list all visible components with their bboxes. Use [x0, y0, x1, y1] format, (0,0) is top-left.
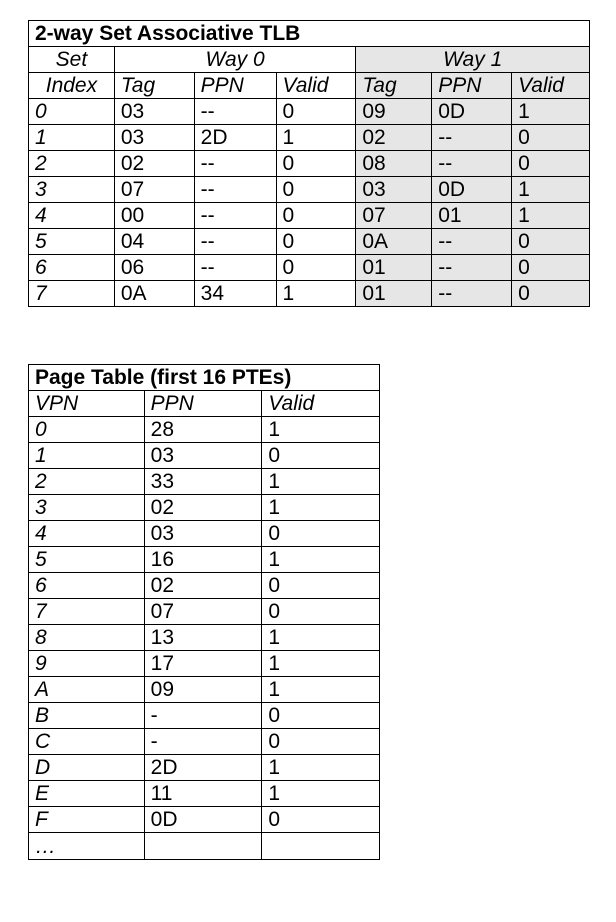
way1-tag: 03 — [356, 177, 432, 203]
pt-vpn: F — [29, 807, 145, 833]
page-table-row — [29, 547, 380, 573]
way1-header: Way 1 — [356, 47, 590, 73]
pt-valid: 1 — [262, 651, 380, 677]
page-table-row — [29, 625, 380, 651]
index-header: Index — [29, 73, 115, 99]
way0-valid: 0 — [276, 177, 356, 203]
way1-ppn: -- — [432, 125, 512, 151]
pt-vpn: 5 — [29, 547, 145, 573]
pt-vpn: 7 — [29, 599, 145, 625]
way0-valid: 0 — [276, 151, 356, 177]
tlb-set-index: 0 — [29, 99, 115, 125]
way0-ppn: -- — [194, 151, 276, 177]
pt-ppn: 11 — [144, 781, 262, 807]
way1-valid: 1 — [512, 177, 590, 203]
way1-ppn: -- — [432, 281, 512, 307]
pt-vpn: 6 — [29, 573, 145, 599]
pt-ellipsis: … — [29, 833, 145, 860]
pt-valid: 0 — [262, 521, 380, 547]
way0-valid: 0 — [276, 99, 356, 125]
pt-ppn: 03 — [144, 443, 262, 469]
page-table-row — [29, 469, 380, 495]
way0-ppn: 34 — [194, 281, 276, 307]
way1-tag: 02 — [356, 125, 432, 151]
pt-valid: 1 — [262, 547, 380, 573]
way1-ppn: 0D — [432, 177, 512, 203]
page-table-row — [29, 443, 380, 469]
pt-ppn: 33 — [144, 469, 262, 495]
pt-valid: 1 — [262, 781, 380, 807]
tlb-table — [28, 20, 590, 307]
way1-tag: 09 — [356, 99, 432, 125]
tlb-title: 2-way Set Associative TLB — [29, 21, 590, 47]
way0-valid: 1 — [276, 281, 356, 307]
tlb-row — [29, 281, 590, 307]
way0-valid-header: Valid — [276, 73, 356, 99]
way0-valid: 0 — [276, 255, 356, 281]
page-table-row — [29, 573, 380, 599]
way1-valid: 0 — [512, 125, 590, 151]
tlb-set-index: 1 — [29, 125, 115, 151]
tlb-row — [29, 229, 590, 255]
way0-tag: 04 — [114, 229, 194, 255]
way1-tag: 08 — [356, 151, 432, 177]
page-table-row — [29, 417, 380, 443]
pt-vpn: 4 — [29, 521, 145, 547]
pt-vpn: C — [29, 729, 145, 755]
page-table — [28, 364, 380, 860]
way1-ppn: -- — [432, 151, 512, 177]
pt-ppn: 28 — [144, 417, 262, 443]
way0-ppn: -- — [194, 99, 276, 125]
page-table-row — [29, 651, 380, 677]
pt-valid: 1 — [262, 625, 380, 651]
way1-ppn: -- — [432, 229, 512, 255]
pt-valid-header: Valid — [262, 391, 380, 417]
tlb-set-index: 4 — [29, 203, 115, 229]
page-table-ellipsis-row — [29, 833, 380, 860]
tlb-set-index: 7 — [29, 281, 115, 307]
way1-valid: 0 — [512, 229, 590, 255]
page-table-row — [29, 729, 380, 755]
pt-empty-cell — [144, 833, 262, 860]
way1-tag: 0A — [356, 229, 432, 255]
pt-ppn: 07 — [144, 599, 262, 625]
way1-valid-header: Valid — [512, 73, 590, 99]
tlb-row — [29, 151, 590, 177]
pt-valid: 0 — [262, 443, 380, 469]
pt-ppn: 13 — [144, 625, 262, 651]
pt-vpn: A — [29, 677, 145, 703]
pt-ppn: 03 — [144, 521, 262, 547]
way0-valid: 1 — [276, 125, 356, 151]
pt-valid: 0 — [262, 599, 380, 625]
pt-ppn: 09 — [144, 677, 262, 703]
pt-ppn-header: PPN — [144, 391, 262, 417]
vpn-header: VPN — [29, 391, 145, 417]
pt-valid: 1 — [262, 495, 380, 521]
tlb-set-index: 6 — [29, 255, 115, 281]
way0-tag: 07 — [114, 177, 194, 203]
pt-ppn: 02 — [144, 573, 262, 599]
pt-valid: 1 — [262, 755, 380, 781]
page-table-row — [29, 495, 380, 521]
way1-valid: 0 — [512, 255, 590, 281]
pt-vpn: 0 — [29, 417, 145, 443]
pt-valid: 0 — [262, 807, 380, 833]
tlb-set-index: 5 — [29, 229, 115, 255]
way0-ppn: -- — [194, 255, 276, 281]
page-table-row — [29, 807, 380, 833]
pt-ppn: 0D — [144, 807, 262, 833]
pt-valid: 1 — [262, 469, 380, 495]
way0-ppn: -- — [194, 229, 276, 255]
tlb-row — [29, 255, 590, 281]
way1-ppn: 01 — [432, 203, 512, 229]
pt-vpn: E — [29, 781, 145, 807]
pt-ppn: - — [144, 703, 262, 729]
pt-vpn: 3 — [29, 495, 145, 521]
tlb-row — [29, 203, 590, 229]
page-table-title: Page Table (first 16 PTEs) — [29, 365, 380, 391]
page-table-row — [29, 781, 380, 807]
tlb-set-index: 2 — [29, 151, 115, 177]
page-table-row — [29, 599, 380, 625]
way0-tag: 06 — [114, 255, 194, 281]
way1-valid: 1 — [512, 203, 590, 229]
page-table-row — [29, 677, 380, 703]
way1-tag-header: Tag — [356, 73, 432, 99]
way0-tag-header: Tag — [114, 73, 194, 99]
pt-ppn: 02 — [144, 495, 262, 521]
pt-vpn: 8 — [29, 625, 145, 651]
page-table-row — [29, 703, 380, 729]
pt-valid: 1 — [262, 677, 380, 703]
pt-vpn: 2 — [29, 469, 145, 495]
way0-tag: 0A — [114, 281, 194, 307]
pt-vpn: B — [29, 703, 145, 729]
way1-ppn-header: PPN — [432, 73, 512, 99]
pt-ppn: 17 — [144, 651, 262, 677]
way1-valid: 1 — [512, 99, 590, 125]
tlb-row — [29, 177, 590, 203]
way0-ppn: 2D — [194, 125, 276, 151]
way0-tag: 03 — [114, 99, 194, 125]
pt-ppn: - — [144, 729, 262, 755]
pt-valid: 0 — [262, 703, 380, 729]
set-header: Set — [29, 47, 115, 73]
way0-valid: 0 — [276, 203, 356, 229]
way0-header: Way 0 — [114, 47, 356, 73]
tlb-row — [29, 99, 590, 125]
way0-tag: 03 — [114, 125, 194, 151]
way1-valid: 0 — [512, 281, 590, 307]
pt-valid: 0 — [262, 573, 380, 599]
way0-ppn: -- — [194, 203, 276, 229]
pt-valid: 1 — [262, 417, 380, 443]
tlb-row — [29, 125, 590, 151]
tlb-set-index: 3 — [29, 177, 115, 203]
way1-ppn: -- — [432, 255, 512, 281]
way0-ppn: -- — [194, 177, 276, 203]
way0-tag: 02 — [114, 151, 194, 177]
pt-vpn: D — [29, 755, 145, 781]
pt-empty-cell — [262, 833, 380, 860]
way1-ppn: 0D — [432, 99, 512, 125]
way1-valid: 0 — [512, 151, 590, 177]
pt-ppn: 16 — [144, 547, 262, 573]
pt-ppn: 2D — [144, 755, 262, 781]
way1-tag: 01 — [356, 281, 432, 307]
pt-vpn: 9 — [29, 651, 145, 677]
way0-ppn-header: PPN — [194, 73, 276, 99]
page-table-row — [29, 521, 380, 547]
way1-tag: 01 — [356, 255, 432, 281]
way1-tag: 07 — [356, 203, 432, 229]
way0-tag: 00 — [114, 203, 194, 229]
page-table-row — [29, 755, 380, 781]
way0-valid: 0 — [276, 229, 356, 255]
pt-vpn: 1 — [29, 443, 145, 469]
pt-valid: 0 — [262, 729, 380, 755]
